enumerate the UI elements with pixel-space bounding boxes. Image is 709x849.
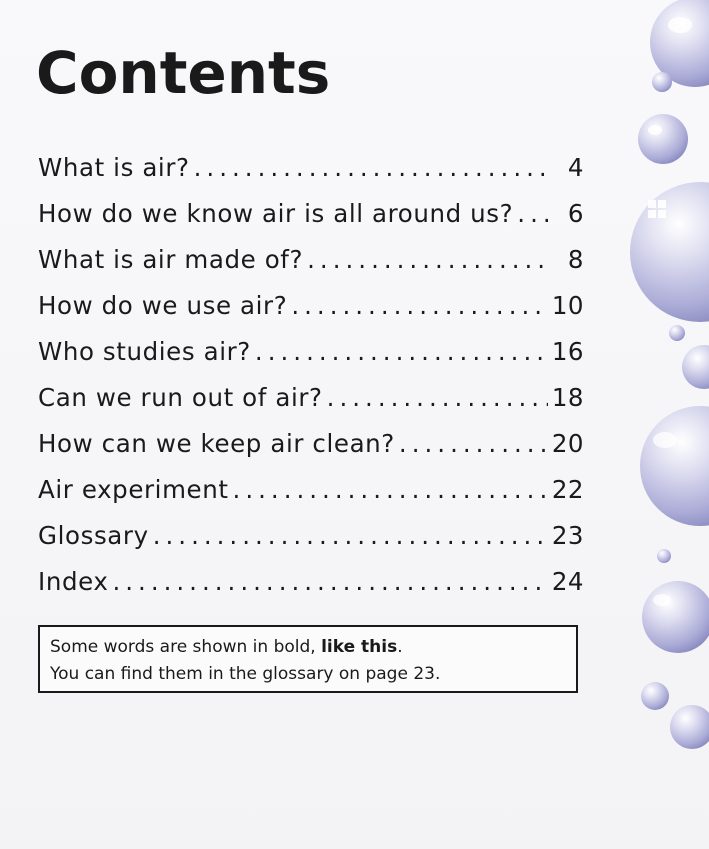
toc-leader-dots	[255, 329, 548, 375]
toc-entry	[38, 421, 584, 467]
toc-entry-label: What is air made of?	[38, 245, 304, 274]
toc-leader-dots	[233, 467, 548, 513]
toc-leader-dots	[112, 559, 547, 605]
bubble-decoration	[600, 0, 709, 849]
toc-entry-label: How do we use air?	[38, 291, 288, 320]
note-line-2: You can find them in the glossary on page 23.	[50, 664, 441, 684]
toc-entry-label: What is air?	[38, 153, 190, 182]
toc-entry-page: 23	[551, 521, 584, 550]
toc-entry	[38, 375, 584, 421]
note-line-1	[50, 634, 566, 661]
toc-entry	[38, 283, 584, 329]
toc-leader-dots	[307, 237, 552, 283]
bubble-icon	[682, 345, 709, 389]
toc-entry	[38, 513, 584, 559]
toc-entry-label: Can we run out of air?	[38, 383, 323, 412]
toc-entry-page: 10	[551, 291, 584, 320]
toc-entry-label: Who studies air?	[38, 337, 251, 366]
bubble-icon	[630, 182, 709, 322]
bubble-icon	[640, 406, 709, 526]
toc-entry-page: 18	[551, 383, 584, 412]
table-of-contents	[38, 145, 584, 605]
toc-entry	[38, 329, 584, 375]
toc-entry	[38, 559, 584, 605]
bubble-icon	[642, 581, 709, 653]
bubble-icon	[638, 114, 688, 164]
toc-leader-dots	[291, 283, 547, 329]
toc-entry	[38, 145, 584, 191]
bold-words-note	[38, 625, 578, 693]
toc-leader-dots	[399, 421, 548, 467]
bubble-icon	[669, 325, 685, 341]
toc-entry-label: Glossary	[38, 521, 149, 550]
toc-entry	[38, 237, 584, 283]
toc-entry-page: 6	[567, 199, 584, 228]
toc-entry-page: 24	[551, 567, 584, 596]
page-title: Contents	[36, 39, 331, 107]
bubble-icon	[652, 72, 672, 92]
toc-entry-label: Air experiment	[38, 475, 229, 504]
note-text-prefix: Some words are shown in bold,	[50, 637, 322, 657]
bubble-icon	[670, 705, 709, 749]
toc-leader-dots	[194, 145, 552, 191]
toc-entry-page: 22	[551, 475, 584, 504]
toc-entry-label: How can we keep air clean?	[38, 429, 395, 458]
note-text-suffix: .	[397, 637, 403, 657]
note-bold-example: like this	[321, 637, 398, 657]
toc-entry-label: Index	[38, 567, 109, 596]
toc-leader-dots	[153, 513, 548, 559]
toc-entry-page: 8	[567, 245, 584, 274]
toc-leader-dots	[327, 375, 548, 421]
toc-entry	[38, 191, 584, 237]
bubble-icon	[657, 549, 671, 563]
toc-entry-page: 16	[551, 337, 584, 366]
toc-entry-page: 20	[551, 429, 584, 458]
toc-entry-page: 4	[567, 153, 584, 182]
bubble-icon	[641, 682, 669, 710]
toc-leader-dots	[517, 191, 552, 237]
toc-entry	[38, 467, 584, 513]
toc-entry-label: How do we know air is all around us?	[38, 199, 514, 228]
